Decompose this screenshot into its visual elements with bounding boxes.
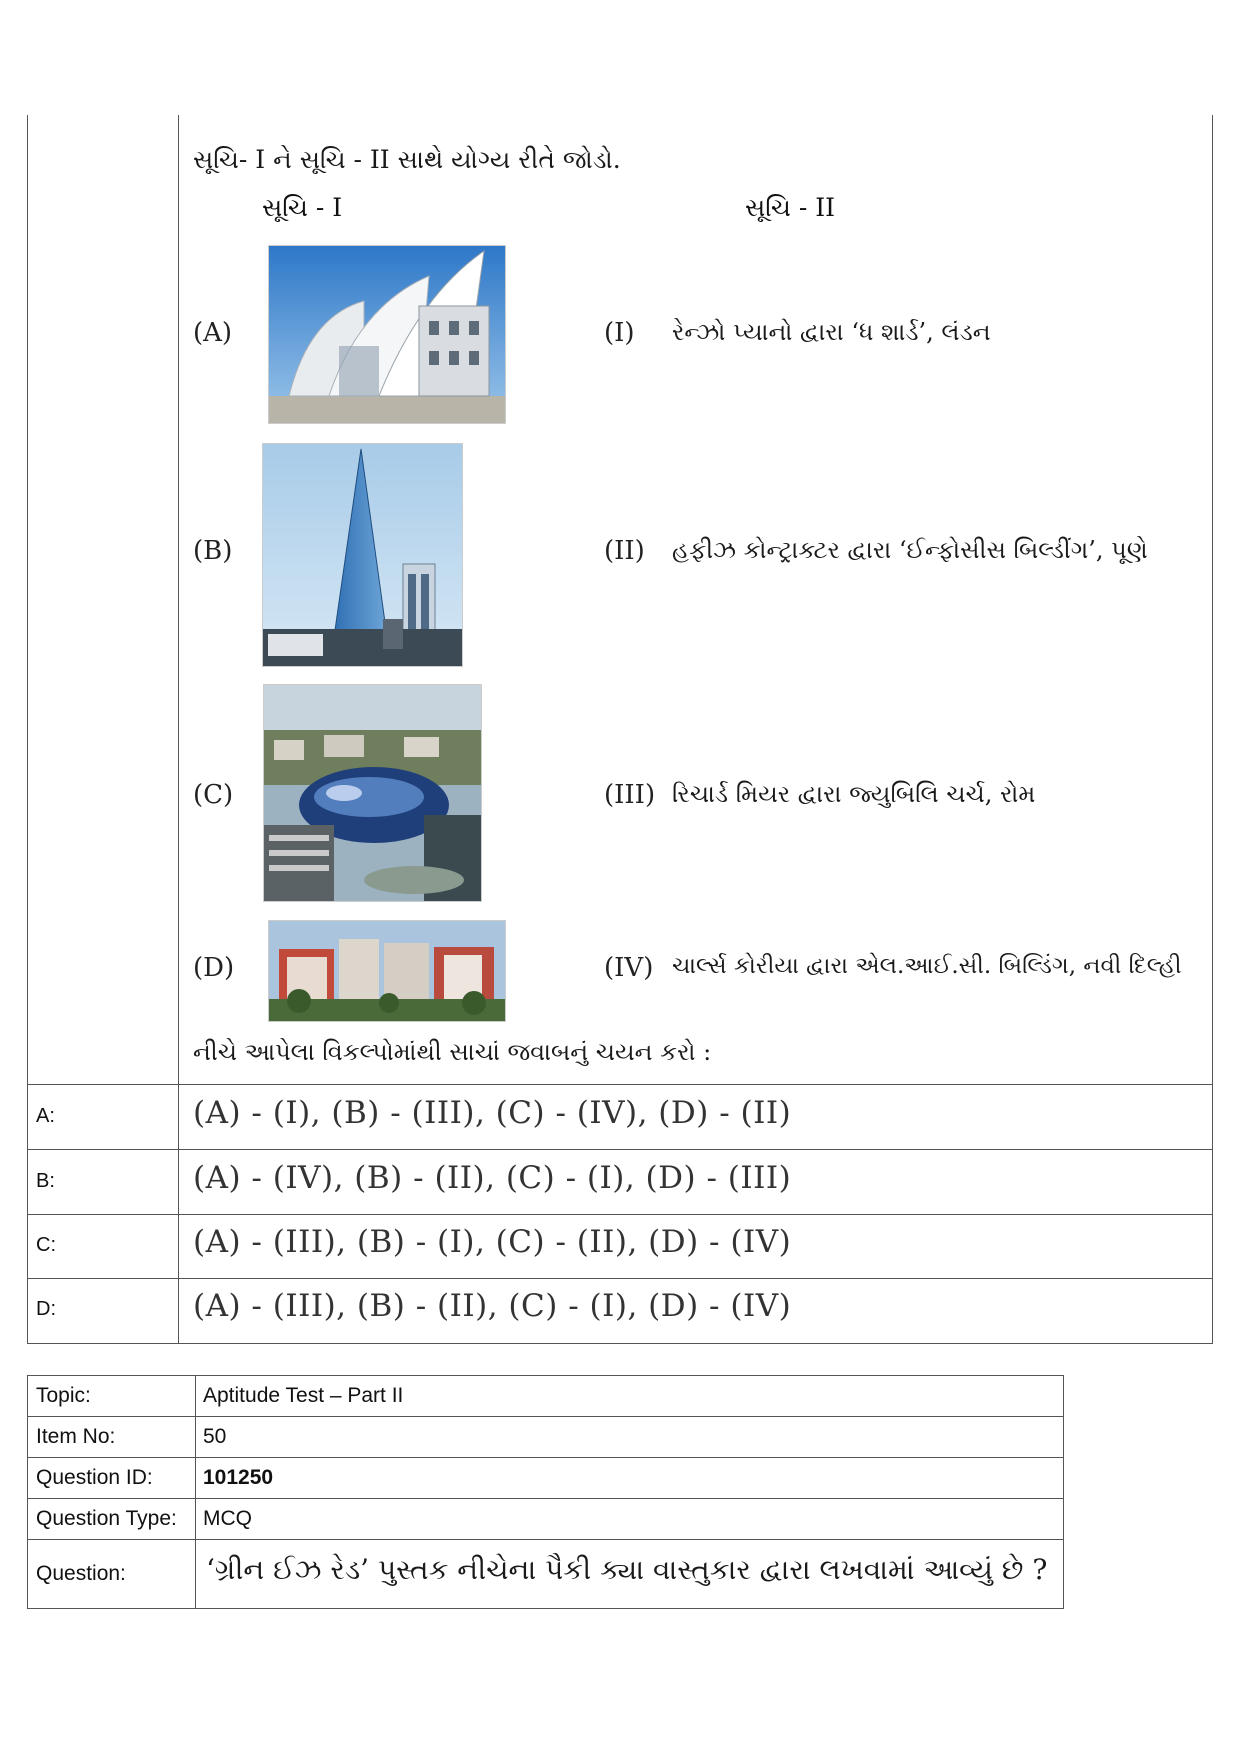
meta-row-divider [27, 1457, 1064, 1458]
list2-label-ii: (II) [604, 536, 645, 566]
building-photo-lic [268, 920, 506, 1022]
list2-text-iv: ચાર્લ્સ કોરીયા દ્વારા એલ.આઈ.સી. બિલ્ડિંગ, નવી દિલ્હી [672, 953, 1182, 979]
list1-label-b: (B) [193, 536, 233, 566]
option-a-label: A: [36, 1105, 55, 1127]
list1-label-c: (C) [193, 780, 234, 810]
option-b-label: B: [36, 1170, 55, 1192]
table-left-border [27, 115, 28, 1344]
table-bottom-border [27, 1343, 1213, 1344]
list2-text-ii: હફીઝ કોન્ટ્રાક્ટર દ્વારા ‘ઈન્ફોસીસ બિલ્ડીંગ’, પૂણે [672, 536, 1148, 564]
topic-value: Aptitude Test – Part II [203, 1384, 404, 1407]
meta-row-divider [27, 1498, 1064, 1499]
question-prompt: સૂચિ- I ને સૂચિ - II સાથે યોગ્ય રીતે જોડો. [193, 145, 621, 174]
list2-label-iv: (IV) [604, 953, 654, 983]
list2-text-iii: રિચાર્ડ મિયર દ્વારા જ્યુબિલિ ચર્ચ, રોમ [672, 780, 1036, 808]
option-c-text[interactable]: (A) - (III), (B) - (I), (C) - (II), (D) - (IV) [193, 1224, 792, 1260]
list1-label-d: (D) [193, 953, 235, 983]
meta-top-border [27, 1375, 1064, 1376]
meta-row-divider [27, 1416, 1064, 1417]
option-d-text[interactable]: (A) - (III), (B) - (II), (C) - (I), (D) - (IV) [193, 1288, 792, 1324]
topic-label: Topic: [36, 1384, 91, 1407]
list2-heading: સૂચિ - II [745, 193, 835, 222]
list2-text-i: રેન્ઝો પ્યાનો દ્વારા ‘ધ શાર્ડ’, લંડન [672, 318, 991, 346]
meta-bottom-border [27, 1608, 1064, 1609]
option-c-label: C: [36, 1234, 56, 1256]
list1-heading: સૂચિ - I [262, 193, 343, 222]
meta-row-divider [27, 1539, 1064, 1540]
meta-right-border [1063, 1375, 1064, 1608]
list2-label-iii: (III) [604, 780, 656, 810]
option-a-text[interactable]: (A) - (I), (B) - (III), (C) - (IV), (D) - (II) [193, 1095, 792, 1131]
question-value: ‘ગ્રીન ઈઝ રેડ’ પુસ્તક નીચેના પૈકી ક્યા વાસ્તુકાર દ્વારા લખવામાં આવ્યું છે ? [206, 1553, 1048, 1586]
list1-label-a: (A) [193, 318, 233, 348]
option-d-label: D: [36, 1298, 56, 1320]
item-no-value: 50 [203, 1425, 227, 1448]
table-right-border [1212, 115, 1213, 1344]
row-divider [27, 1149, 1213, 1150]
building-photo-the-shard [262, 443, 463, 667]
building-photo-jubilee-church [268, 245, 506, 424]
meta-col-divider [195, 1375, 196, 1608]
meta-left-border [27, 1375, 28, 1608]
question-type-value: MCQ [203, 1507, 252, 1530]
table-col-divider [178, 115, 179, 1344]
row-divider [27, 1084, 1213, 1085]
question-id-label: Question ID: [36, 1466, 153, 1489]
list2-label-i: (I) [604, 318, 635, 348]
row-divider [27, 1214, 1213, 1215]
question-type-label: Question Type: [36, 1507, 177, 1530]
building-photo-infosys [263, 684, 482, 902]
row-divider [27, 1278, 1213, 1279]
item-no-label: Item No: [36, 1425, 116, 1448]
question-id-value: 101250 [203, 1466, 274, 1489]
answer-instruction: નીચે આપેલા વિકલ્પોમાંથી સાચાં જવાબનું ચયન કરો : [193, 1038, 712, 1066]
option-b-text[interactable]: (A) - (IV), (B) - (II), (C) - (I), (D) - (III) [193, 1160, 792, 1196]
question-label: Question: [36, 1562, 126, 1585]
